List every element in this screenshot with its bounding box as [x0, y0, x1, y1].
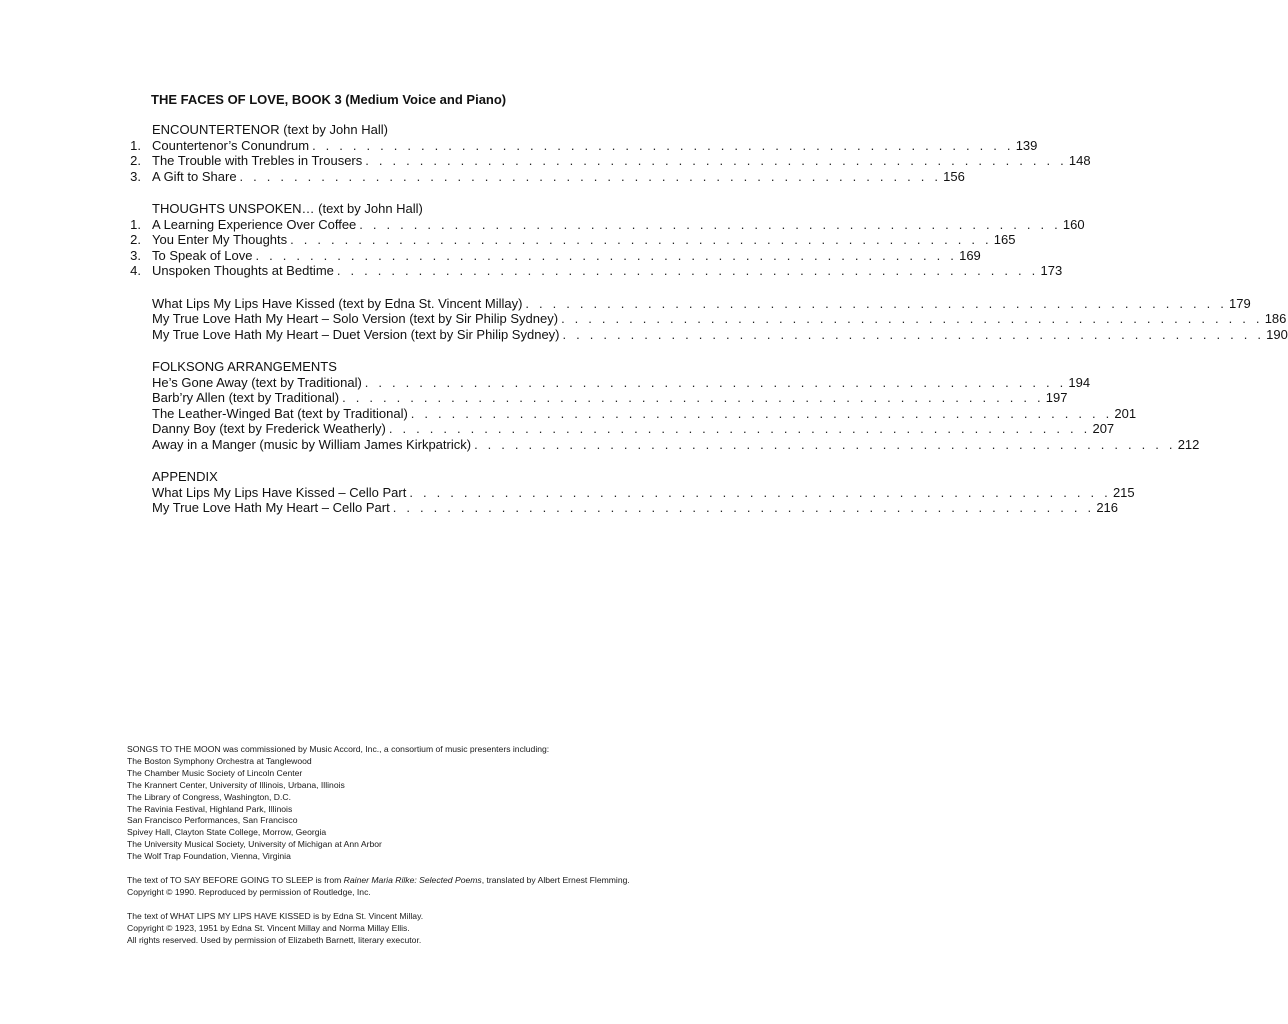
entry-title: He’s Gone Away (text by Traditional): [152, 374, 362, 390]
entry-number: 1.: [130, 216, 141, 232]
entry-title: Barb’ry Allen (text by Traditional): [152, 390, 340, 405]
entry-page-number: 148: [1068, 153, 1091, 168]
entry-page-number: 186: [1264, 311, 1287, 326]
entry-line: [152, 405, 1137, 422]
credit-line: San Francisco Performances, San Francisco: [127, 815, 298, 826]
toc-section: [0, 359, 1200, 452]
toc-entry: [0, 421, 1115, 437]
dot-leader: . . . . . . . . . . . . . . . . . . . . . . . . . . . . . . . . . . . . . . . . . . . . . . . . . . . .: [365, 153, 1067, 168]
entry-page-number: 190: [1266, 326, 1288, 342]
book-title: THE FACES OF LOVE, BOOK 3 (Medium Voice and Piano): [151, 92, 507, 107]
credit-line: The Boston Symphony Orchestra at Tanglewood: [127, 755, 312, 766]
entry-line: [152, 232, 1016, 248]
toc-entry: [0, 247, 981, 264]
entry-page-number: 215: [1112, 484, 1135, 500]
entry-number: 1.: [130, 137, 141, 153]
entry-number: 3.: [130, 247, 141, 263]
rilke-line: [127, 875, 727, 887]
dot-leader: . . . . . . . . . . . . . . . . . . . . . . . . . . . . . . . . . . . . . . . . . . . . . . . . . . . .: [474, 436, 1176, 452]
toc-entry: [0, 311, 1287, 327]
section-heading: APPENDIX: [152, 469, 218, 484]
rilke-copyright: Copyright © 1990. Reproduced by permission of Routledge, Inc.: [127, 886, 371, 897]
credit-line: Spivey Hall, Clayton State College, Morrow, Georgia: [127, 827, 327, 838]
entry-page-number: 160: [1062, 216, 1085, 232]
entry-title: Danny Boy (text by Frederick Weatherly): [152, 421, 386, 436]
entry-line: [152, 374, 1091, 391]
credit-line: The Ravinia Festival, Highland Park, Illinois: [127, 803, 293, 814]
rilke-book-title: Rainer Maria Rilke: Selected Poems: [343, 875, 482, 886]
entry-page-number: 197: [1045, 390, 1068, 405]
entry-line: [152, 500, 1119, 516]
entry-title: To Speak of Love: [152, 247, 253, 263]
dot-leader: . . . . . . . . . . . . . . . . . . . . . . . . . . . . . . . . . . . . . . . . . . . . . . . . . . . .: [255, 247, 958, 263]
entry-line: [152, 311, 1287, 327]
credit-line: All rights reserved. Used by permission of Elizabeth Barnett, literary executor.: [127, 934, 422, 945]
rilke-text-post: , translated by Albert Ernest Flemming.: [481, 875, 630, 886]
entry-line: [152, 390, 1068, 406]
entry-page-number: 139: [1015, 137, 1038, 153]
dot-leader: . . . . . . . . . . . . . . . . . . . . . . . . . . . . . . . . . . . . . . . . . . . . . . . . . . . .: [562, 326, 1265, 342]
toc-entry: [0, 232, 1016, 248]
entry-title: My True Love Hath My Heart – Cello Part: [152, 500, 390, 515]
dot-leader: . . . . . . . . . . . . . . . . . . . . . . . . . . . . . . . . . . . . . . . . . . . . . . . . . . . .: [342, 390, 1044, 405]
dot-leader: . . . . . . . . . . . . . . . . . . . . . . . . . . . . . . . . . . . . . . . . . . . . . . . . . . . .: [290, 232, 992, 247]
toc-entry: [0, 216, 1085, 233]
dot-leader: . . . . . . . . . . . . . . . . . . . . . . . . . . . . . . . . . . . . . . . . . . . . . . . . . . . .: [392, 500, 1095, 515]
entry-title: You Enter My Thoughts: [152, 232, 288, 247]
credit-line: Copyright © 1923, 1951 by Edna St. Vincent Millay and Norma Millay Ellis.: [127, 922, 410, 933]
entry-page-number: 179: [1229, 295, 1251, 311]
entry-page-number: 156: [943, 168, 965, 184]
table-of-contents: [0, 122, 1288, 533]
entry-page-number: 173: [1040, 263, 1063, 278]
toc-entry: [0, 137, 1038, 154]
entry-title: Unspoken Thoughts at Bedtime: [152, 263, 334, 278]
entry-line: [152, 484, 1135, 501]
entry-title: What Lips My Lips Have Kissed (text by Edna St. Vincent Millay): [152, 295, 523, 311]
entry-title: A Gift to Share: [152, 168, 237, 184]
section-heading: FOLKSONG ARRANGEMENTS: [152, 359, 337, 374]
entry-page-number: 194: [1068, 374, 1091, 390]
rilke-notice: [127, 875, 727, 899]
entry-number: 3.: [130, 168, 141, 184]
credits-block: [127, 744, 727, 959]
dot-leader: . . . . . . . . . . . . . . . . . . . . . . . . . . . . . . . . . . . . . . . . . . . . . . . . . . . .: [410, 405, 1113, 421]
dot-leader: . . . . . . . . . . . . . . . . . . . . . . . . . . . . . . . . . . . . . . . . . . . . . . . . . . . .: [239, 168, 942, 184]
dot-leader: . . . . . . . . . . . . . . . . . . . . . . . . . . . . . . . . . . . . . . . . . . . . . . . . . . . .: [312, 137, 1014, 153]
credit-line: The Chamber Music Society of Lincoln Center: [127, 767, 303, 778]
entry-line: [152, 216, 1085, 233]
entry-line: [152, 168, 965, 185]
entry-title: The Trouble with Trebles in Trousers: [152, 153, 363, 168]
credit-line: The text of WHAT LIPS MY LIPS HAVE KISSED is by Edna St. Vincent Millay.: [127, 910, 424, 921]
dot-leader: . . . . . . . . . . . . . . . . . . . . . . . . . . . . . . . . . . . . . . . . . . . . . . . . . . . .: [561, 311, 1263, 326]
toc-entry: [0, 295, 1251, 312]
entry-line: [152, 263, 1063, 279]
toc-entry: [0, 263, 1063, 279]
dot-leader: . . . . . . . . . . . . . . . . . . . . . . . . . . . . . . . . . . . . . . . . . . . . . . . . . . . .: [409, 484, 1111, 500]
toc-entry: [0, 326, 1288, 343]
millay-notice: [127, 911, 727, 947]
entry-line: [152, 421, 1115, 437]
entry-title: What Lips My Lips Have Kissed – Cello Part: [152, 484, 407, 500]
entry-page-number: 165: [993, 232, 1016, 247]
dot-leader: . . . . . . . . . . . . . . . . . . . . . . . . . . . . . . . . . . . . . . . . . . . . . . . . . . . .: [525, 295, 1228, 311]
toc-section: [0, 469, 1135, 516]
dot-leader: . . . . . . . . . . . . . . . . . . . . . . . . . . . . . . . . . . . . . . . . . . . . . . . . . . . .: [359, 216, 1061, 232]
entry-line: [152, 295, 1251, 312]
dot-leader: . . . . . . . . . . . . . . . . . . . . . . . . . . . . . . . . . . . . . . . . . . . . . . . . . . . .: [364, 374, 1067, 390]
entry-line: [152, 326, 1288, 343]
credit-line: The Library of Congress, Washington, D.C.: [127, 791, 291, 802]
toc-entry: [0, 405, 1137, 422]
entry-page-number: 201: [1114, 405, 1137, 421]
entry-number: 2.: [130, 153, 141, 168]
section-heading: THOUGHTS UNSPOKEN… (text by John Hall): [152, 201, 423, 216]
credit-line: The Krannert Center, University of Illinois, Urbana, Illinois: [127, 779, 345, 790]
toc-entry: [0, 484, 1135, 501]
entry-line: [152, 153, 1091, 169]
entry-title: Away in a Manger (music by William James Kirkpatrick): [152, 436, 472, 452]
credit-line: The Wolf Trap Foundation, Vienna, Virginia: [127, 851, 291, 862]
toc-entry: [0, 168, 965, 185]
entry-page-number: 212: [1177, 436, 1200, 452]
toc-section: [0, 122, 1091, 184]
toc-entry: [0, 374, 1091, 391]
toc-entry: [0, 153, 1091, 169]
entry-page-number: 169: [959, 247, 981, 263]
toc-entry: [0, 390, 1068, 406]
entry-title: The Leather-Winged Bat (text by Traditional): [152, 405, 408, 421]
commission-notice: [127, 744, 727, 863]
entry-number: 2.: [130, 232, 141, 247]
credit-line: The University Musical Society, University of Michigan at Ann Arbor: [127, 839, 382, 850]
entry-line: [152, 137, 1038, 154]
entry-page-number: 216: [1096, 500, 1119, 515]
entry-title: A Learning Experience Over Coffee: [152, 216, 357, 232]
entry-line: [152, 436, 1200, 453]
entry-title: My True Love Hath My Heart – Solo Version (text by Sir Philip Sydney): [152, 311, 559, 326]
toc-entry: [0, 500, 1119, 516]
section-heading: ENCOUNTERTENOR (text by John Hall): [152, 122, 388, 137]
entry-line: [152, 247, 981, 264]
toc-section: [0, 201, 1085, 279]
entry-title: Countertenor’s Conundrum: [152, 137, 310, 153]
rilke-text-pre: The text of TO SAY BEFORE GOING TO SLEEP is from: [127, 875, 344, 886]
entry-title: My True Love Hath My Heart – Duet Version (text by Sir Philip Sydney): [152, 326, 560, 342]
toc-section: [0, 295, 1288, 343]
dot-leader: . . . . . . . . . . . . . . . . . . . . . . . . . . . . . . . . . . . . . . . . . . . . . . . . . . . .: [336, 263, 1039, 278]
toc-entry: [0, 436, 1200, 453]
credit-line: SONGS TO THE MOON was commissioned by Music Accord, Inc., a consortium of music presenters including:: [127, 744, 550, 754]
entry-number: 4.: [130, 263, 141, 278]
dot-leader: . . . . . . . . . . . . . . . . . . . . . . . . . . . . . . . . . . . . . . . . . . . . . . . . . . . .: [388, 421, 1091, 436]
entry-page-number: 207: [1092, 421, 1115, 436]
